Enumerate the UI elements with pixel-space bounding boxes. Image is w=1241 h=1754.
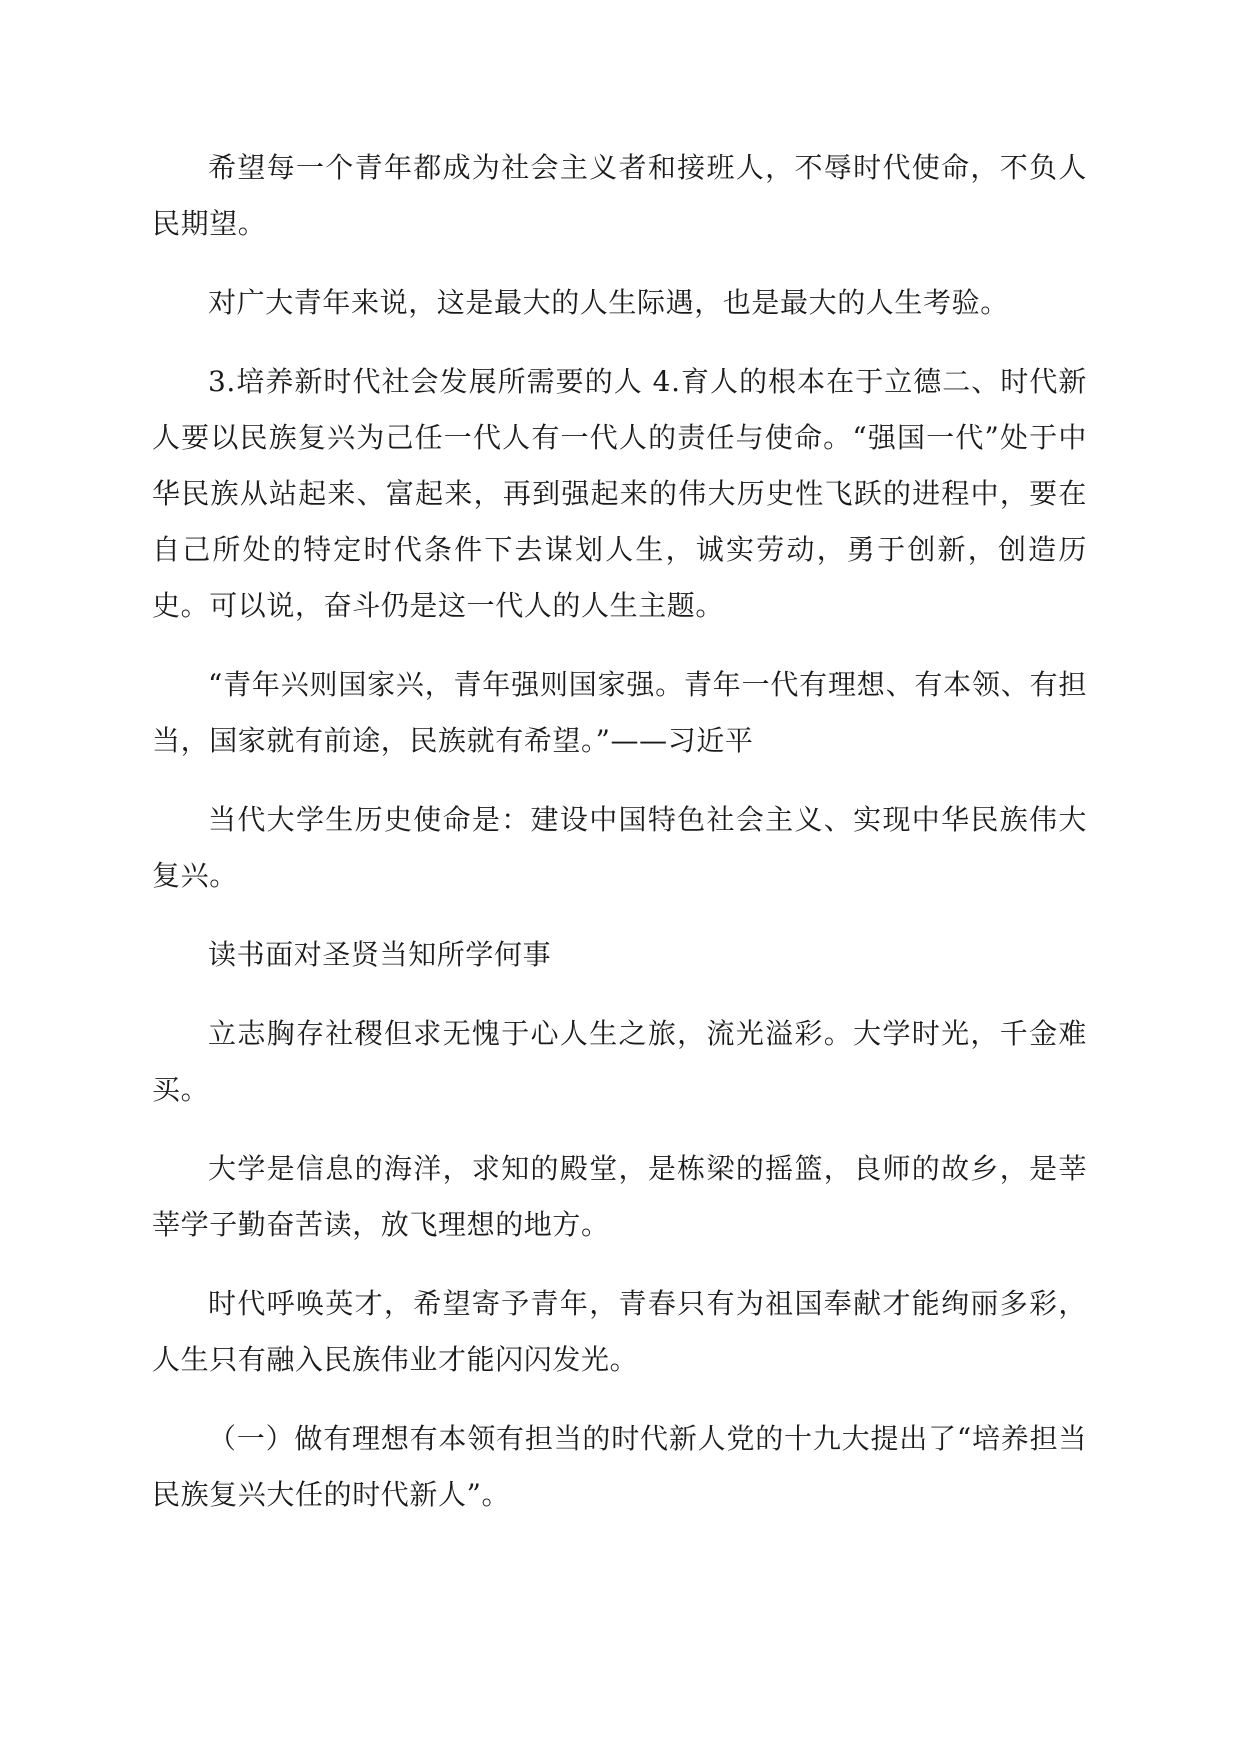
- paragraph: 读书面对圣贤当知所学何事: [208, 938, 552, 971]
- paragraph: 对广大青年来说，这是最大的人生际遇，也是最大的人生考验。: [208, 286, 1009, 319]
- paragraph: （一）做有理想有本领有担当的时代新人党的十九大提出了“培养担当民族复兴大任的时代新人”。: [152, 1422, 1087, 1511]
- document-body: [152, 140, 1087, 1546]
- paragraph: 立志胸存社稷但求无愧于心人生之旅，流光溢彩。大学时光，千金难买。: [152, 1017, 1087, 1106]
- paragraph: 3.培养新时代社会发展所需要的人 4.育人的根本在于立德二、时代新人要以民族复兴为己任一代人有一代人的责任与使命。“强国一代”处于中华民族从站起来、富起来，再到强起来的伟大历史性飞跃的进程中，要在自己所处的特定时代条件下去谋划人生，诚实劳动，勇于创新，创造历史。可以说，奋斗仍是这一代人的人生主题。: [152, 365, 1087, 622]
- paragraph: 时代呼唤英才，希望寄予青年，青春只有为祖国奉献才能绚丽多彩，人生只有融入民族伟业才能闪闪发光。: [152, 1287, 1087, 1376]
- quote-paragraph: “青年兴则国家兴，青年强则国家强。青年一代有理想、有本领、有担当，国家就有前途，民族就有希望。”——习近平: [152, 668, 1087, 757]
- paragraph: 希望每一个青年都成为社会主义者和接班人，不辱时代使命，不负人民期望。: [152, 151, 1087, 240]
- paragraph: 当代大学生历史使命是：建设中国特色社会主义、实现中华民族伟大复兴。: [152, 803, 1087, 892]
- paragraph: 大学是信息的海洋，求知的殿堂，是栋梁的摇篮，良师的故乡，是莘莘学子勤奋苦读，放飞理想的地方。: [152, 1152, 1087, 1241]
